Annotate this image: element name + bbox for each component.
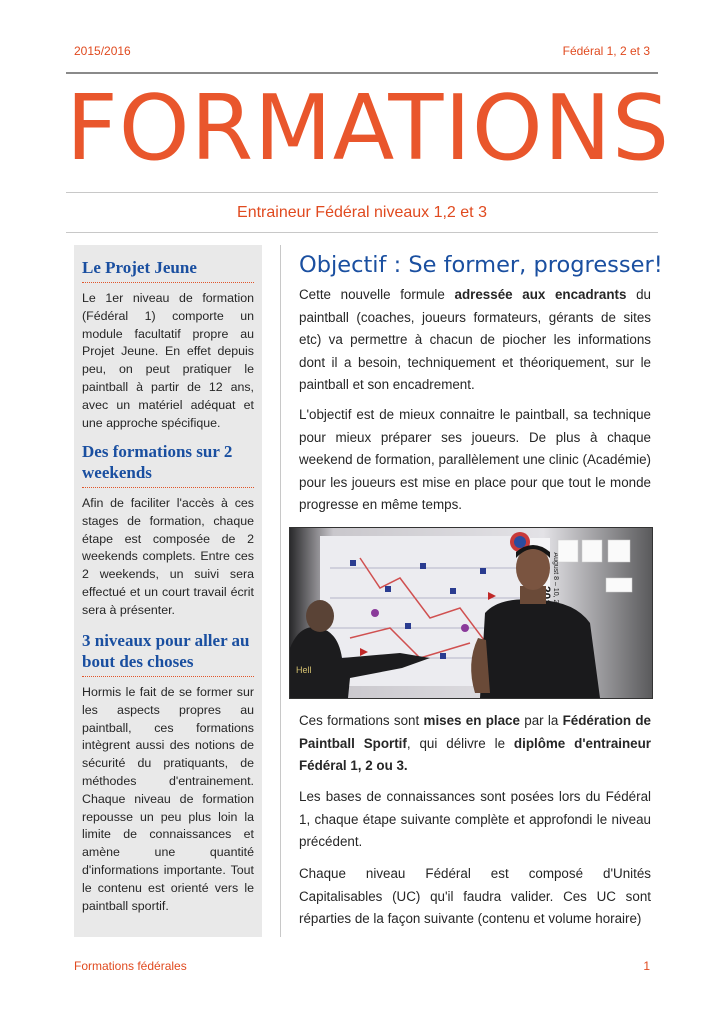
training-photo-illustration [290,528,652,698]
sidebar-section-weekends [82,441,254,620]
main-paragraph-5: Chaque niveau Fédéral est composé d'Unités Capitalisables (UC) qu'il faudra valider. Ces UC sont réparties de la façon suivante (contenu et volume horaire) [299,866,651,926]
sidebar-section-projet-jeune [82,257,254,432]
main-heading: Objectif : Se former, progresser! [299,252,663,278]
sidebar [74,245,262,937]
page-number: 1 [643,959,650,973]
sidebar-section-niveaux [82,630,254,915]
sidebar-text: Afin de faciliter l'accès à ces stages de formation, chaque étape est composée de 2 weekends complets. Entre ces 2 weekends, un suivi sera effectué et un court travail écrit sera à présenter. [82,496,254,617]
sidebar-heading: 3 niveaux pour aller au bout des choses [82,631,250,671]
main-paragraph-3: Ces formations sont mises en place par la Fédération de Paintball Sportif, qui délivre le diplôme d'entraineur Fédéral 1, 2 ou 3. [299,713,652,773]
header-level: Fédéral 1, 2 et 3 [562,44,650,58]
dotted-divider [82,676,254,677]
sidebar-heading: Le Projet Jeune [82,258,197,277]
photo-shirt-text: Hell [296,665,312,675]
dotted-divider [82,282,254,283]
main-paragraph-2: L'objectif est de mieux connaitre le paintball, sa technique pour mieux préparer ses joueurs. De plus à chaque weekend de formation, parallèlement une clinic (Académie) pour les joueurs est mise en place pour que tout le monde progresse en même temps. [299,407,651,512]
training-photo [289,527,653,699]
main-paragraph-4: Les bases de connaissances sont posées lors du Fédéral 1, chaque étape suivante complète et approfondi le niveau précédent. [299,789,651,849]
page-title: FORMATIONS [66,76,671,181]
header-year: 2015/2016 [74,44,131,58]
sidebar-heading: Des formations sur 2 weekends [82,442,233,482]
dotted-divider [82,487,254,488]
header-rule [66,72,658,74]
footer-title: Formations fédérales [74,959,187,973]
column-divider [280,245,281,937]
title-rule-bottom [66,232,658,233]
title-rule-top [66,192,658,193]
sidebar-text: Hormis le fait de se former sur les aspects propres au paintball, ces formations intègrent aussi des notions de sécurité du pratiquants, de méthodes d'entrainement. Chaque niveau de formation repousse un peu plus loin la limite de connaissances et amène une quantité d'informations importante. Tout le contenu est orienté vers le paintball sportif. [82,685,254,913]
page-subtitle: Entraineur Fédéral niveaux 1,2 et 3 [237,204,487,221]
sidebar-text: Le 1er niveau de formation (Fédéral 1) comporte un module facultatif propre au Projet Jeune. En effet depuis peu, on peut pratiquer le paintball à partir de 12 ans, avec un matériel adéquat et une approche spécifique. [82,291,254,430]
main-paragraph-1: Cette nouvelle formule adressée aux encadrants du paintball (coaches, joueurs formateurs, gérants de sites etc) va permettre à chacun de piocher les informations dont il a besoin, techniquement et théoriquement, sur le paintball et son encadrement. [299,287,651,392]
